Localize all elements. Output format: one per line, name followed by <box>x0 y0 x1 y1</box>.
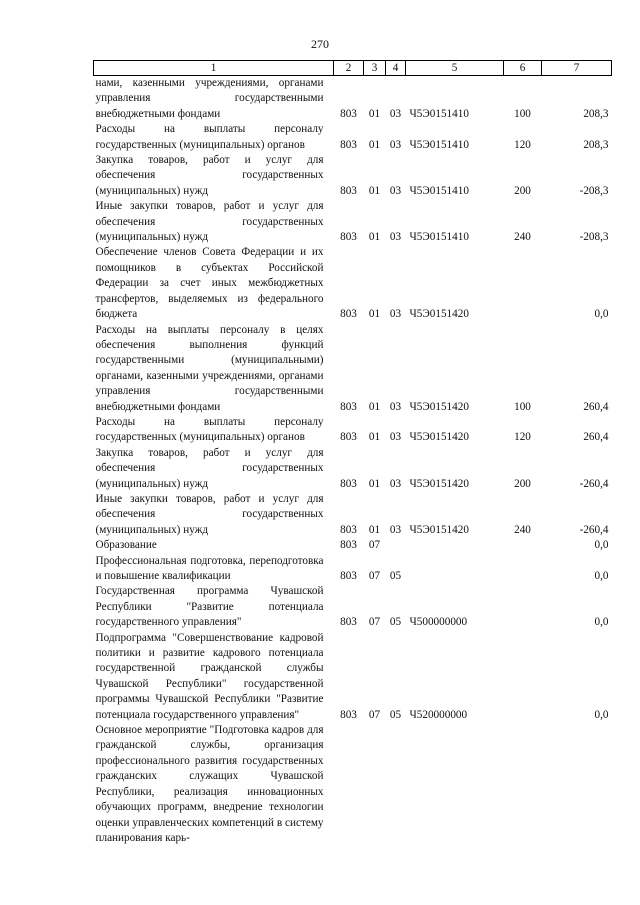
section-code: 01 <box>368 308 381 321</box>
section-code: 07 <box>368 708 381 721</box>
subsection-code: 03 <box>389 184 402 197</box>
subsection-code <box>386 723 406 846</box>
target-code: Ч5Э0151410 <box>409 184 469 197</box>
expense-type-code: 200 <box>514 477 531 490</box>
subsection-code: 05 <box>389 708 402 721</box>
expense-type-code: 200 <box>514 184 531 197</box>
subsection-code <box>386 538 406 553</box>
ministry-code: 803 <box>340 523 357 536</box>
page-number: 270 <box>311 37 329 51</box>
amount <box>542 723 612 846</box>
item-description: Образование <box>95 539 157 552</box>
subsection-code: 03 <box>389 431 402 444</box>
table-row <box>94 584 612 630</box>
table-row <box>94 631 612 723</box>
amount: -208,3 <box>579 184 609 197</box>
target-code: Ч5Э0151420 <box>409 400 469 413</box>
amount: 260,4 <box>583 400 609 413</box>
table-row <box>94 446 612 492</box>
subsection-code: 03 <box>389 523 402 536</box>
amount: -260,4 <box>579 477 609 490</box>
ministry-code: 803 <box>340 400 357 413</box>
subsection-code: 05 <box>389 616 402 629</box>
section-code <box>364 723 386 846</box>
table-row <box>94 323 612 415</box>
table-row <box>94 245 612 322</box>
expense-type-code: 240 <box>514 231 531 244</box>
subsection-code: 03 <box>389 477 402 490</box>
ministry-code: 803 <box>340 616 357 629</box>
ministry-code: 803 <box>340 138 357 151</box>
amount: -260,4 <box>579 523 609 536</box>
column-header: 2 <box>334 61 364 76</box>
ministry-code: 803 <box>340 570 357 582</box>
subsection-code: 03 <box>389 138 402 151</box>
column-header: 6 <box>504 61 542 76</box>
item-description: Профессиональная подготовка, переподготовка и повышение квалификации <box>95 554 324 582</box>
section-code: 01 <box>368 107 381 120</box>
section-code: 01 <box>368 477 381 490</box>
table-row <box>94 415 612 446</box>
amount: 0,0 <box>594 570 609 582</box>
expense-type-code: 100 <box>514 107 531 120</box>
subsection-code: 03 <box>389 231 402 244</box>
column-header: 7 <box>542 61 612 76</box>
ministry-code: 803 <box>340 231 357 244</box>
amount: 208,3 <box>583 138 609 151</box>
expense-type-code <box>504 245 542 322</box>
section-code: 01 <box>368 138 381 151</box>
item-description: Основное мероприятие "Подготовка кадров для гражданской службы, организация профессионального развития государственных гражданских служащих Чувашской Республики, реализация инновационных обучающих программ, внедрение технологии оценки управленческих компетенций в систему планирования карь- <box>95 724 324 844</box>
item-description: Иные закупки товаров, работ и услуг для обеспечения государственных (муниципальных) нужд <box>95 200 324 244</box>
target-code: Ч520000000 <box>409 708 468 721</box>
table-row <box>94 76 612 123</box>
target-code: Ч5Э0151410 <box>409 107 469 120</box>
amount: 260,4 <box>583 431 609 444</box>
subsection-code: 03 <box>389 107 402 120</box>
target-code: Ч500000000 <box>409 616 468 629</box>
item-description: Закупка товаров, работ и услуг для обеспечения государственных (муниципальных) нужд <box>95 154 324 197</box>
item-description: Закупка товаров, работ и услуг для обеспечения государственных (муниципальных) нужд <box>95 446 324 490</box>
expense-type-code <box>504 584 542 630</box>
amount: 0,0 <box>594 708 609 721</box>
expense-type-code <box>504 631 542 723</box>
column-header: 3 <box>364 61 386 76</box>
section-code: 01 <box>368 431 381 444</box>
target-code <box>406 723 504 846</box>
item-description: Иные закупки товаров, работ и услуг для обеспечения государственных (муниципальных) нужд <box>95 492 324 536</box>
item-description: Расходы на выплаты персоналу государственных (муниципальных) органов <box>95 415 324 444</box>
ministry-code: 803 <box>340 431 357 444</box>
expense-type-code <box>504 554 542 585</box>
ministry-code: 803 <box>340 308 357 321</box>
expense-type-code <box>504 723 542 846</box>
amount: 208,3 <box>583 107 609 120</box>
subsection-code: 05 <box>389 570 402 582</box>
section-code: 01 <box>368 184 381 197</box>
item-description: Обеспечение членов Совета Федерации и их помощников в субъектах Российской Федерации за счет иных межбюджетных трансфертов, выделяемых из федерального бюджета <box>95 246 324 321</box>
table-row <box>94 492 612 538</box>
ministry-code: 803 <box>340 107 357 120</box>
budget-table <box>93 60 612 846</box>
expense-type-code <box>504 538 542 553</box>
section-code: 07 <box>368 570 381 582</box>
amount: 0,0 <box>594 539 609 552</box>
expense-type-code: 100 <box>514 400 531 413</box>
table-row <box>94 554 612 585</box>
table-row <box>94 723 612 846</box>
target-code <box>406 538 504 553</box>
subsection-code: 03 <box>389 400 402 413</box>
table-body <box>94 76 612 847</box>
column-header: 4 <box>386 61 406 76</box>
item-description: Расходы на выплаты персоналу в целях обеспечения выполнения функций государственными (муниципальными) органами, казенными учреждениями, органами управления государственными внебюджетными фондами <box>95 323 324 413</box>
column-header: 1 <box>94 61 334 76</box>
column-header: 5 <box>406 61 504 76</box>
section-code: 07 <box>368 539 381 552</box>
table-row <box>94 122 612 153</box>
amount: -208,3 <box>579 231 609 244</box>
section-code: 01 <box>368 231 381 244</box>
target-code: Ч5Э0151420 <box>409 523 469 536</box>
target-code: Ч5Э0151420 <box>409 477 469 490</box>
item-description: Государственная программа Чувашской Республики "Развитие потенциала государственного управления" <box>95 585 324 629</box>
column-header-row <box>94 61 612 76</box>
ministry-code: 803 <box>340 539 357 552</box>
section-code: 07 <box>368 616 381 629</box>
ministry-code: 803 <box>340 477 357 490</box>
ministry-code: 803 <box>340 708 357 721</box>
expense-type-code: 120 <box>514 138 531 151</box>
section-code: 01 <box>368 400 381 413</box>
target-code: Ч5Э0151420 <box>409 431 469 444</box>
target-code: Ч5Э0151410 <box>409 138 469 151</box>
item-description: нами, казенными учреждениями, органами управления государственными внебюджетными фондами <box>95 77 324 120</box>
item-description: Расходы на выплаты персоналу государственных (муниципальных) органов <box>95 123 324 151</box>
section-code: 01 <box>368 523 381 536</box>
table-row <box>94 199 612 245</box>
amount: 0,0 <box>594 308 609 321</box>
ministry-code <box>334 723 364 846</box>
table-row <box>94 153 612 199</box>
expense-type-code: 120 <box>514 431 531 444</box>
ministry-code: 803 <box>340 184 357 197</box>
target-code: Ч5Э0151410 <box>409 231 469 244</box>
target-code <box>406 554 504 585</box>
expense-type-code: 240 <box>514 523 531 536</box>
subsection-code: 03 <box>389 308 402 321</box>
target-code: Ч5Э0151420 <box>409 308 469 321</box>
table-row <box>94 538 612 553</box>
amount: 0,0 <box>594 616 609 629</box>
item-description: Подпрограмма "Совершенствование кадровой политики и развитие кадрового потенциала государственной гражданской службы Чувашской Республики" государственной программы Чувашской Республики "Развитие потенциала государственного управления" <box>95 631 324 721</box>
